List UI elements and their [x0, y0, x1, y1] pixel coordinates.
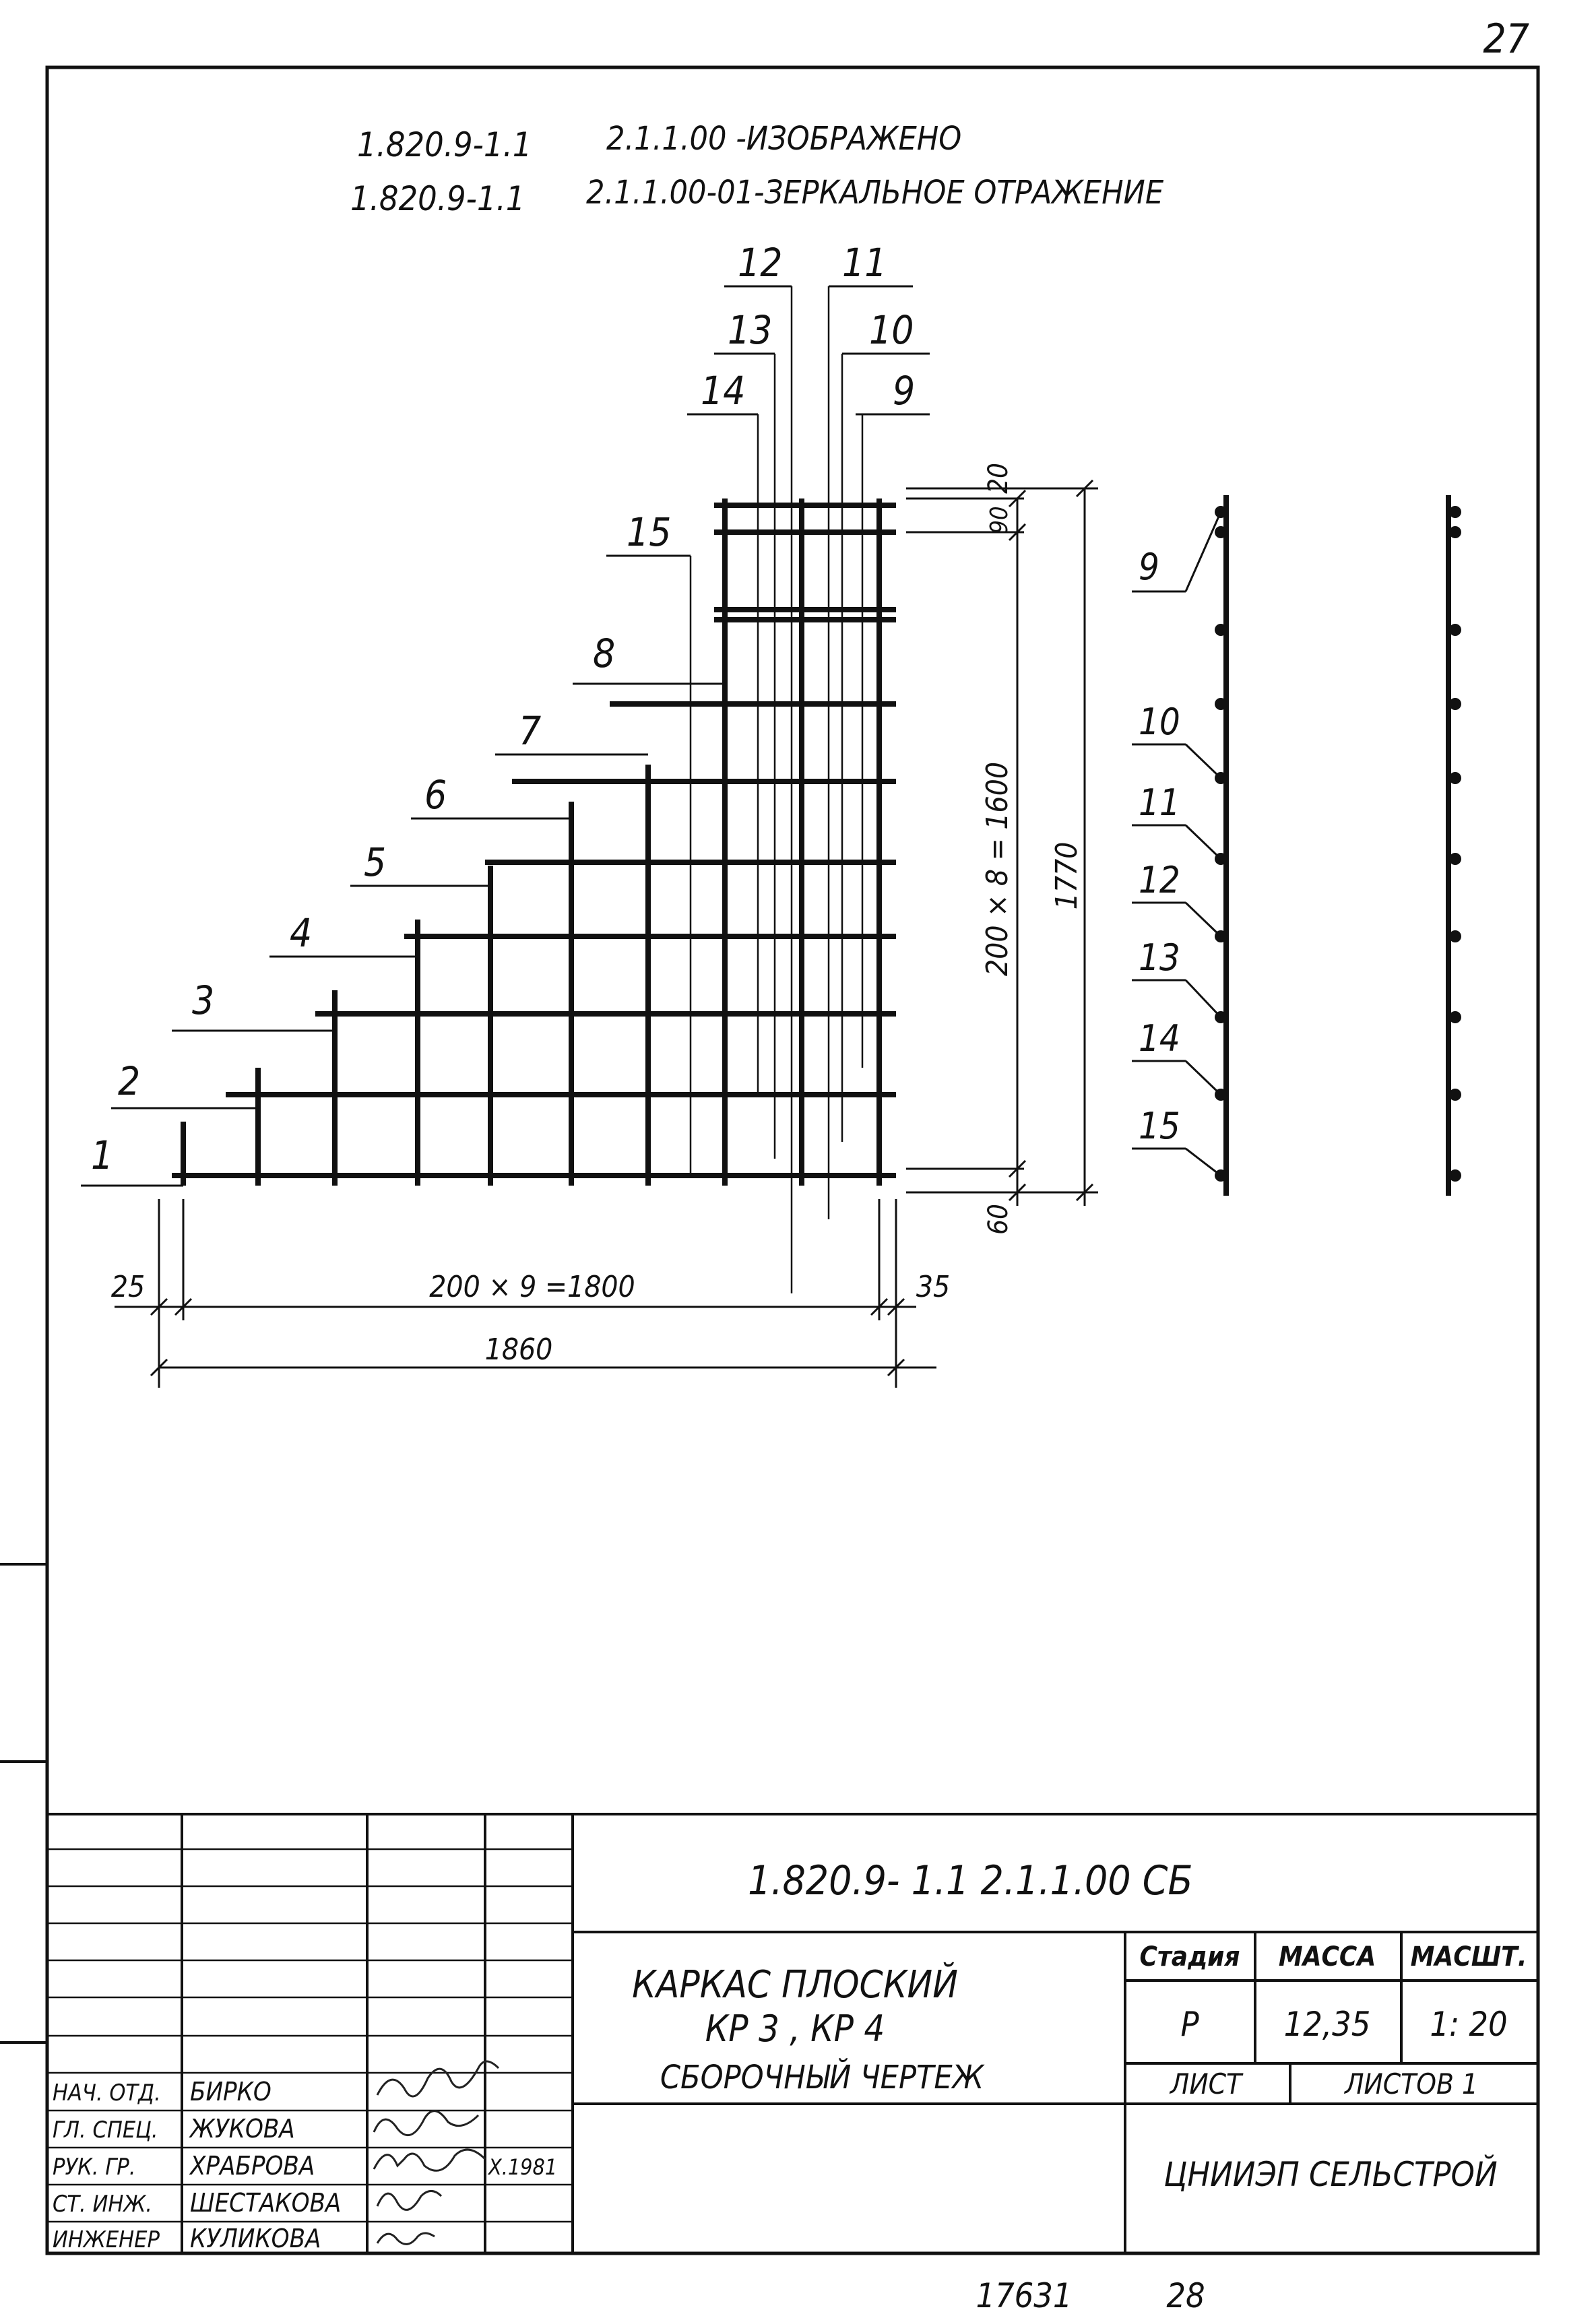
sheet-label: ЛИСТ [1170, 2067, 1242, 2100]
role-2: ГЛ. СПЕЦ. [53, 2117, 158, 2144]
section-callout-15: 15 [1139, 1105, 1180, 1147]
doc-code: 1.820.9- 1.1 2.1.1.00 СБ [748, 1857, 1193, 1904]
callout-13: 13 [728, 307, 773, 353]
header-line1-code: 1.820.9-1.1 [357, 125, 532, 164]
dim-total-vertical: 1770 [1050, 841, 1084, 910]
callout-6: 6 [424, 772, 447, 818]
role-3: РУК. ГР. [53, 2154, 136, 2181]
callout-14: 14 [701, 368, 746, 414]
mass-label: МАССА [1278, 1941, 1376, 1972]
mirror-rod-dot [1449, 698, 1461, 710]
name-2: ЖУКОВА [190, 2114, 295, 2144]
section-callout-14: 14 [1139, 1017, 1180, 1060]
leader-line [1186, 903, 1221, 936]
title-line1: КАРКАС ПЛОСКИЙ [632, 1963, 958, 2007]
mirror-rod-dot [1449, 624, 1461, 636]
section-callout-13: 13 [1139, 936, 1180, 979]
mesh-drawing [81, 240, 930, 1293]
callout-11: 11 [842, 240, 887, 286]
scale-label: МАСШТ. [1410, 1941, 1527, 1972]
callout-9: 9 [893, 368, 916, 414]
footer-left: 17631 [976, 2276, 1073, 2315]
dim-top2: 90 [986, 506, 1013, 534]
mass-value: 12,35 [1283, 2005, 1371, 2044]
dim-bottom: 60 [983, 1204, 1014, 1235]
callout-8: 8 [593, 631, 616, 676]
section-rod-dot [1215, 624, 1227, 636]
section-callout-12: 12 [1139, 859, 1180, 901]
organization: ЦНИИЭП СЕЛЬСТРОЙ [1163, 2155, 1498, 2194]
sheet-frame [47, 67, 1538, 2253]
dim-right: 35 [916, 1270, 951, 1304]
role-5: ИНЖЕНЕР [53, 2226, 160, 2253]
sheets-label: ЛИСТОВ 1 [1345, 2067, 1478, 2100]
mirror-rod-dot [1449, 526, 1461, 538]
leader-line [1186, 512, 1221, 591]
callout-4: 4 [290, 910, 313, 956]
leader-line [1186, 980, 1221, 1017]
mirror-rod-dot [1449, 930, 1461, 942]
leader-line [1186, 744, 1221, 778]
callout-2: 2 [118, 1058, 141, 1104]
mirror-rod-dot [1449, 1011, 1461, 1023]
callout-10: 10 [869, 307, 914, 353]
section-views [1132, 495, 1461, 1196]
scale-value: 1: 20 [1430, 2005, 1508, 2044]
signature-scribbles [374, 2061, 499, 2244]
mirror-rod-dot [1449, 1089, 1461, 1101]
section-callout-11: 11 [1139, 781, 1180, 824]
callout-15: 15 [627, 509, 672, 555]
name-5: КУЛИКОВА [190, 2224, 321, 2253]
role-1: НАЧ. ОТД. [53, 2080, 161, 2106]
callout-12: 12 [738, 240, 783, 286]
dim-left: 25 [110, 1270, 146, 1304]
callout-1: 1 [91, 1132, 114, 1178]
section-rod-dot [1215, 698, 1227, 710]
mirror-rod-dot [1449, 772, 1461, 784]
header-line2-text: 2.1.1.00-01-ЗЕРКАЛЬНОЕ ОТРАЖЕНИЕ [586, 174, 1164, 212]
leader-line [1186, 1149, 1221, 1176]
title-line3: СБОРОЧНЫЙ ЧЕРТЕЖ [660, 2059, 984, 2096]
mirror-rod-dot [1449, 506, 1461, 518]
mirror-rod-dot [1449, 853, 1461, 865]
title-line2: КР 3 , КР 4 [705, 2007, 885, 2050]
mirror-rod-dot [1449, 1169, 1461, 1182]
section-callout-9: 9 [1139, 546, 1159, 588]
section-callout-10: 10 [1139, 701, 1180, 743]
dim-top: 20 [983, 463, 1014, 494]
role-4: СТ. ИНЖ. [53, 2191, 153, 2218]
header-line2-code: 1.820.9-1.1 [350, 179, 525, 218]
dim-total-horizontal: 1860 [484, 1332, 553, 1367]
date: Х.1981 [488, 2154, 558, 2180]
stage-value: Р [1180, 2005, 1199, 2044]
stage-label: Стадия [1139, 1941, 1240, 1972]
dim-vertical: 200 × 8 = 1600 [980, 761, 1015, 977]
leader-line [1186, 1061, 1221, 1095]
page-number: 27 [1483, 15, 1529, 63]
header-line1-text: 2.1.1.00 -ИЗОБРАЖЕНО [606, 120, 962, 158]
name-3: ХРАБРОВА [190, 2151, 315, 2181]
section-rod-dot [1215, 526, 1227, 538]
name-1: БИРКО [190, 2077, 272, 2106]
name-4: ШЕСТАКОВА [190, 2188, 342, 2218]
leader-line [1186, 825, 1221, 859]
callout-5: 5 [364, 839, 387, 885]
callout-3: 3 [192, 977, 215, 1023]
callout-7: 7 [519, 708, 542, 754]
dim-horizontal: 200 × 9 =1800 [429, 1270, 635, 1304]
footer-right: 28 [1166, 2276, 1205, 2315]
